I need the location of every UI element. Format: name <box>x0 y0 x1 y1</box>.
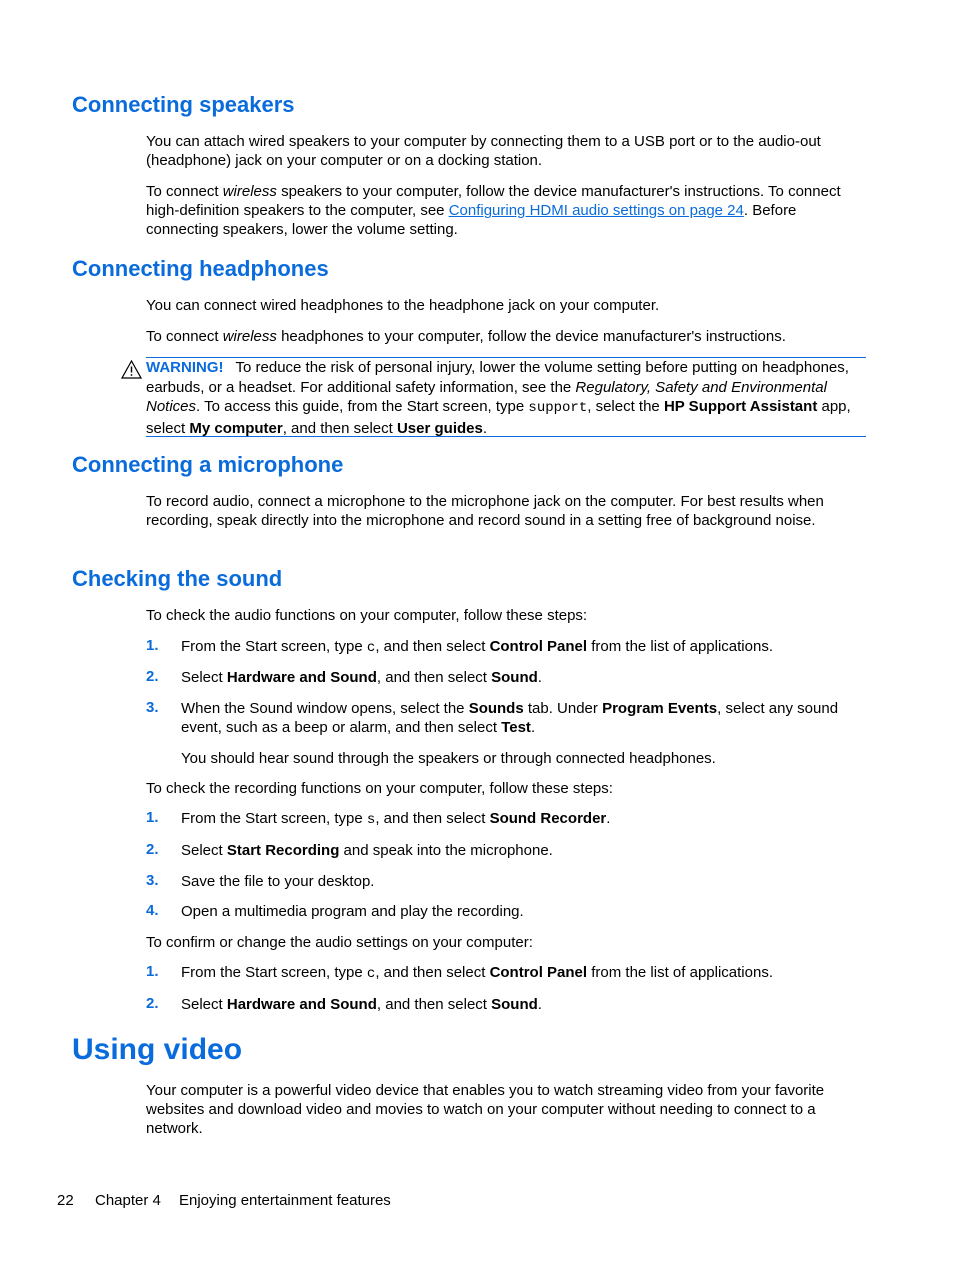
text: , and then select <box>376 996 492 1013</box>
text: From the Start screen, type <box>181 964 367 981</box>
list1-step-1 <box>181 637 861 658</box>
speakers-paragraph-2 <box>146 182 846 239</box>
warning-text <box>146 358 868 438</box>
bold: Program Events <box>602 700 718 717</box>
list3-step-2 <box>181 995 861 1014</box>
bold: Test <box>501 719 531 736</box>
page-number: 22 <box>57 1192 74 1209</box>
bold: Control Panel <box>489 638 588 655</box>
headphones-paragraph-2 <box>146 327 866 346</box>
text: from the list of applications. <box>587 964 773 981</box>
emphasis: wireless <box>222 183 277 200</box>
text: headphones to your computer, follow the device manufacturer's instructions. <box>276 328 786 345</box>
list2-number-3: 3. <box>146 872 159 889</box>
list3-number-1: 1. <box>146 963 159 980</box>
list2-step-2 <box>181 841 861 860</box>
list1-note: You should hear sound through the speakers or through connected headphones. <box>181 750 716 767</box>
text: . <box>606 810 611 827</box>
bold: Sound <box>491 996 538 1013</box>
list2-step-3: Save the file to your desktop. <box>181 873 375 890</box>
bold: Sound <box>491 669 538 686</box>
heading-using-video: Using video <box>72 1033 243 1066</box>
heading-connecting-speakers: Connecting speakers <box>72 92 295 117</box>
heading-checking-sound: Checking the sound <box>72 566 283 591</box>
text: , and then select <box>375 810 490 827</box>
text: , select the <box>587 398 664 415</box>
list3-step-1 <box>181 963 861 984</box>
text: , and then select <box>375 638 490 655</box>
list1-number-3: 3. <box>146 699 159 716</box>
text: speakers to your computer, follow the device manufacturer's instructions. To connect high-definition speakers to the computer, see <box>146 183 841 219</box>
checking-intro-2: To check the recording functions on your computer, follow these steps: <box>146 780 613 797</box>
list3-number-2: 2. <box>146 995 159 1012</box>
bold: Start Recording <box>226 842 340 859</box>
list1-step-3 <box>181 699 841 737</box>
checking-intro-3: To confirm or change the audio settings on your computer: <box>146 934 533 951</box>
emphasis: Regulatory, Safety and Environmental Notices <box>146 378 827 415</box>
text: Select <box>181 669 227 686</box>
footer-chapter-title: Enjoying entertainment features <box>179 1192 391 1209</box>
bold: Sounds <box>468 700 524 717</box>
heading-connecting-microphone: Connecting a microphone <box>72 452 344 477</box>
bold: My computer <box>189 419 283 437</box>
list2-step-1 <box>181 809 861 830</box>
warning-triangle-icon <box>121 360 142 379</box>
list2-number-1: 1. <box>146 809 159 826</box>
hdmi-audio-settings-link[interactable]: Configuring HDMI audio settings on page 24 <box>448 202 744 219</box>
code: c <box>366 640 376 656</box>
emphasis: wireless <box>222 328 277 345</box>
footer-chapter: Chapter 4 <box>95 1192 161 1209</box>
checking-intro-1: To check the audio functions on your computer, follow these steps: <box>146 607 588 624</box>
text: , select any sound event, such as a beep or alarm, and then select <box>181 700 839 736</box>
text: Select <box>181 842 227 859</box>
text: When the Sound window opens, select the <box>181 700 469 717</box>
list2-number-4: 4. <box>146 902 159 919</box>
speakers-paragraph-1: You can attach wired speakers to your computer by connecting them to a USB port or to the audio-out (headphone) jack on your computer or on a docking station. <box>146 133 821 169</box>
video-paragraph: Your computer is a powerful video device that enables you to watch streaming video from your favorite websites and download video and movies to watch on your computer without needing to connect to a network. <box>146 1082 825 1137</box>
text: . <box>537 669 542 686</box>
text: . <box>530 719 536 736</box>
heading-connecting-headphones: Connecting headphones <box>72 256 329 281</box>
text: From the Start screen, type <box>181 638 367 655</box>
list2-number-2: 2. <box>146 841 159 858</box>
text: app, select <box>146 398 851 437</box>
text: . To access this guide, from the Start screen, type <box>196 398 529 415</box>
text: From the Start screen, type <box>181 810 367 827</box>
bold: Hardware and Sound <box>226 669 377 686</box>
warning-label: WARNING! <box>146 359 224 376</box>
code: c <box>366 966 376 982</box>
text: . <box>537 996 542 1013</box>
text: To connect <box>146 328 223 345</box>
headphones-paragraph-1: You can connect wired headphones to the headphone jack on your computer. <box>146 297 660 314</box>
text: . <box>482 419 488 437</box>
bold: HP Support Assistant <box>663 398 818 415</box>
list1-number-2: 2. <box>146 668 159 685</box>
bold: User guides <box>396 419 483 437</box>
list1-step-2 <box>181 668 861 687</box>
text: tab. Under <box>523 700 603 717</box>
text: . Before connecting speakers, lower the volume setting. <box>146 202 797 238</box>
list2-step-4: Open a multimedia program and play the recording. <box>181 903 524 920</box>
bold: Hardware and Sound <box>226 996 377 1013</box>
text: To reduce the risk of personal injury, lower the volume setting before putting on headphones, earbuds, or a headset. For additional safety information, see the <box>146 359 849 396</box>
text: , and then select <box>375 964 490 981</box>
bold: Control Panel <box>489 964 588 981</box>
text: and speak into the microphone. <box>339 842 553 859</box>
list1-number-1: 1. <box>146 637 159 654</box>
code-support: support <box>528 400 588 416</box>
text: To connect <box>146 183 223 200</box>
code: s <box>366 812 376 828</box>
bold: Sound Recorder <box>489 810 607 827</box>
microphone-paragraph: To record audio, connect a microphone to the microphone jack on the computer. For best results when recording, speak directly into the microphone and record sound in a setting free of background noise. <box>146 493 824 529</box>
text: , and then select <box>376 669 492 686</box>
text: from the list of applications. <box>587 638 773 655</box>
text: , and then select <box>282 419 397 437</box>
text: Select <box>181 996 227 1013</box>
